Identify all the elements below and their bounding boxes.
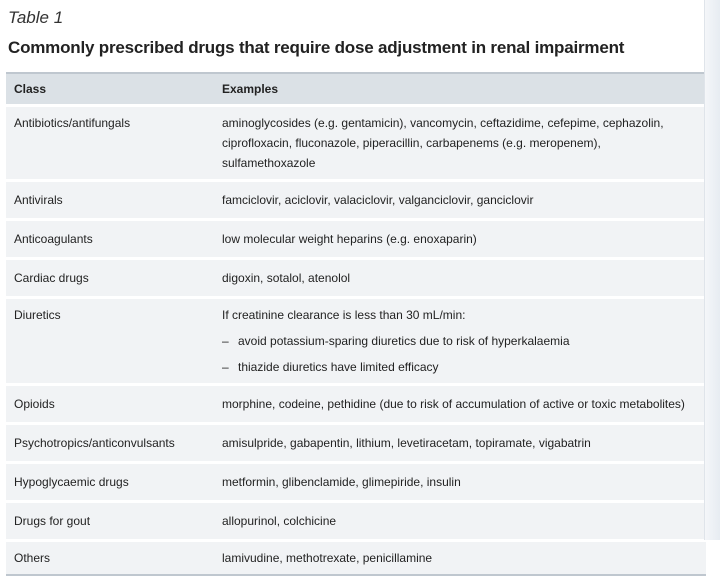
class-cell: Diuretics [14, 308, 61, 322]
bullet-marker: – [222, 334, 229, 348]
examples-line: low molecular weight heparins (e.g. enoxaparin) [222, 232, 477, 246]
header-examples: Examples [222, 82, 279, 96]
class-cell: Antibiotics/antifungals [14, 116, 131, 130]
class-cell: Hypoglycaemic drugs [14, 475, 129, 489]
table-row [6, 422, 706, 461]
table-row [6, 461, 706, 500]
examples-line: digoxin, sotalol, atenolol [222, 271, 351, 285]
table-row [6, 500, 706, 539]
bullet-item [222, 357, 702, 377]
class-cell: Others [14, 551, 51, 565]
examples-line: If creatinine clearance is less than 30 mL/min: [222, 308, 466, 322]
examples-cell [222, 305, 706, 377]
header-class: Class [14, 82, 47, 96]
examples-line: sulfamethoxazole [222, 156, 316, 170]
examples-cell [222, 229, 706, 249]
examples-line: morphine, codeine, pethidine (due to risk of accumulation of active or toxic metabolites) [222, 397, 685, 411]
class-cell: Antivirals [14, 193, 63, 207]
examples-line: lamivudine, methotrexate, penicillamine [222, 551, 433, 565]
examples-line: amisulpride, gabapentin, lithium, levetiracetam, topiramate, vigabatrin [222, 436, 591, 450]
table-caption: Table 1 [8, 8, 64, 27]
bullet-text: avoid potassium-sparing diuretics due to risk of hyperkalaemia [238, 334, 570, 348]
table-row [6, 383, 706, 422]
class-cell: Opioids [14, 397, 55, 411]
table-header-row [6, 74, 706, 104]
bullet-text: thiazide diuretics have limited efficacy [238, 360, 439, 374]
table-title: Commonly prescribed drugs that require dose adjustment in renal impairment [8, 38, 625, 57]
examples-line: famciclovir, aciclovir, valaciclovir, valganciclovir, ganciclovir [222, 193, 534, 207]
table-row [6, 179, 706, 218]
drug-table [6, 72, 706, 576]
examples-cell [222, 433, 706, 453]
class-cell: Psychotropics/anticonvulsants [14, 436, 175, 450]
examples-cell [222, 511, 706, 531]
table-row [6, 218, 706, 257]
examples-cell [222, 190, 706, 210]
page-edge [704, 0, 720, 540]
table-row [6, 257, 706, 296]
examples-cell [222, 268, 706, 288]
examples-cell [222, 113, 706, 173]
examples-line: ciprofloxacin, fluconazole, piperacillin, carbapenems (e.g. meropenem), [222, 136, 601, 150]
examples-cell [222, 472, 706, 492]
table-row [6, 104, 706, 179]
bullet-item [222, 331, 702, 351]
table-body [6, 104, 706, 574]
class-cell: Anticoagulants [14, 232, 93, 246]
bullet-marker: – [222, 360, 229, 374]
examples-line: metformin, glibenclamide, glimepiride, insulin [222, 475, 461, 489]
table-row [6, 296, 706, 383]
examples-cell [222, 548, 706, 568]
table-row [6, 539, 706, 574]
class-cell: Drugs for gout [14, 514, 91, 528]
class-cell: Cardiac drugs [14, 271, 89, 285]
examples-line: aminoglycosides (e.g. gentamicin), vancomycin, ceftazidime, cefepime, cephazolin, [222, 116, 664, 130]
examples-line: allopurinol, colchicine [222, 514, 337, 528]
examples-cell [222, 394, 706, 414]
